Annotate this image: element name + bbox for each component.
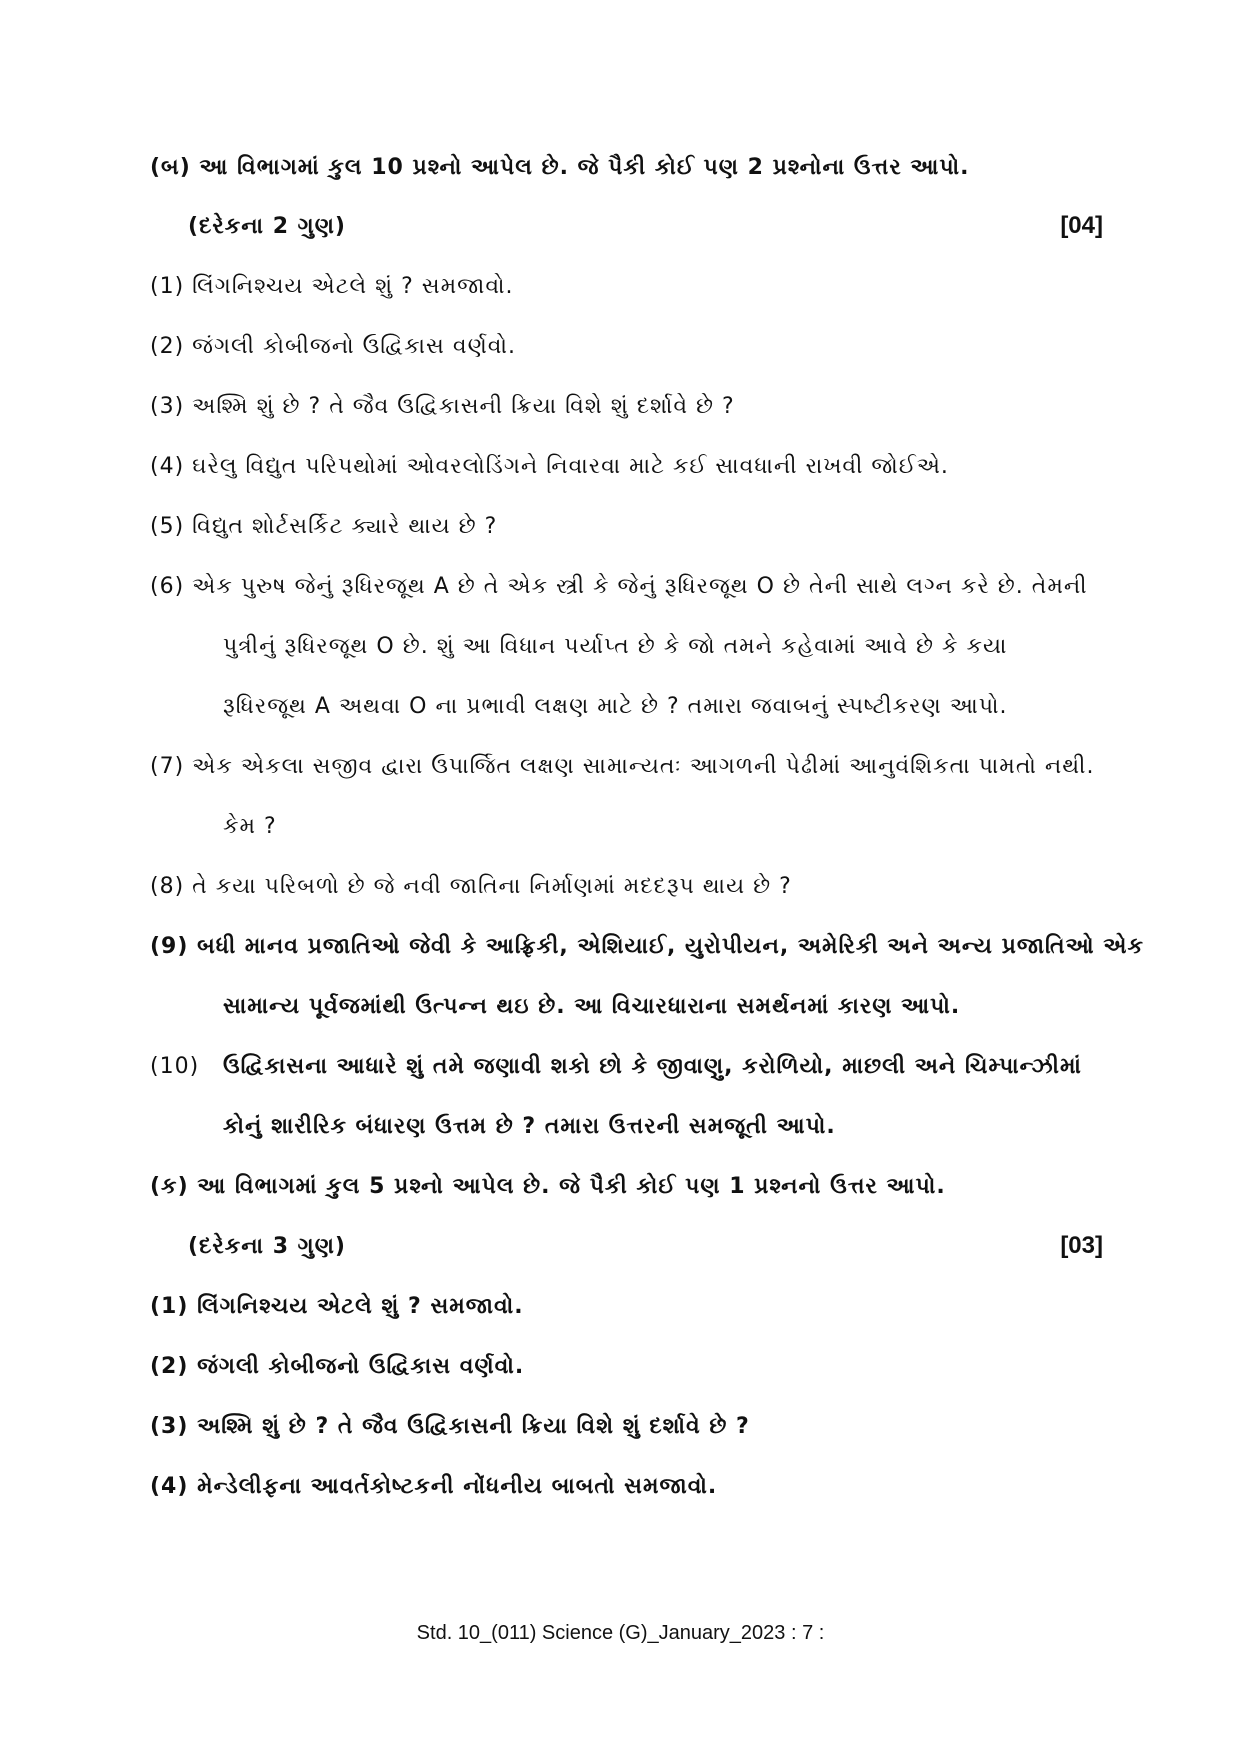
section-b-question-2: (2) જંગલી કોબીજનો ઉદ્વિકાસ વર્ણવો. xyxy=(150,334,516,359)
section-b-total-marks: [04] xyxy=(1060,212,1103,239)
section-k-question-2: (2) જંગલી કોબીજનો ઉદ્વિકાસ વર્ણવો. xyxy=(150,1354,525,1379)
section-b-question-9-line-2: સામાન્ય પૂર્વજમાંથી ઉત્પન્ન થઇ છે. આ વિચારધારાના સમર્થનમાં કારણ આપો. xyxy=(223,994,961,1019)
section-k-total-marks: [03] xyxy=(1060,1232,1103,1259)
section-b-question-6-line-2: પુત્રીનું રૂધિરજૂથ O છે. શું આ વિધાન પર્યાપ્ત છે કે જો તમને કહેવામાં આવે છે કે કયા xyxy=(223,634,1008,659)
section-k-each-marks: (દરેકના 3 ગુણ) xyxy=(188,1234,346,1259)
section-b-question-4: (4) ઘરેલુ વિદ્યુત પરિપથોમાં ઓવરલોડિંગને નિવારવા માટે કઈ સાવધાની રાખવી જોઈએ. xyxy=(150,454,949,479)
section-b-each-marks: (દરેકના 2 ગુણ) xyxy=(188,214,346,239)
section-b-question-7-line-2: કેમ ? xyxy=(223,814,277,839)
section-b-question-5: (5) વિદ્યુત શોર્ટસર્કિટ ક્યારે થાય છે ? xyxy=(150,514,498,539)
page-footer: Std. 10_(011) Science (G)_January_2023 : 7 : xyxy=(416,1622,825,1644)
section-b-question-7-line-1: (7) એક એકલા સજીવ દ્વારા ઉપાર્જિત લક્ષણ સામાન્યતઃ આગળની પેઢીમાં આનુવંશિકતા પામતો નથી. xyxy=(150,754,1095,779)
section-b-question-10-number: (10) xyxy=(150,1054,200,1079)
section-b-intro: (બ) આ વિભાગમાં કુલ 10 પ્રશ્નો આપેલ છે. જે પૈકી કોઈ પણ 2 પ્રશ્નોના ઉત્તર આપો. xyxy=(150,155,970,180)
section-b-question-10-line-1: ઉદ્વિકાસના આધારે શું તમે જણાવી શકો છો કે જીવાણુ, કરોળિયો, માછલી અને ચિમ્પાન્ઝીમાં xyxy=(223,1054,1082,1079)
section-b-question-8: (8) તે કયા પરિબળો છે જે નવી જાતિના નિર્માણમાં મદદરૂપ થાય છે ? xyxy=(150,874,792,899)
section-b-question-6-line-3: રૂધિરજૂથ A અથવા O ના પ્રભાવી લક્ષણ માટે છે ? તમારા જવાબનું સ્પષ્ટીકરણ આપો. xyxy=(223,694,1008,719)
section-b-question-1: (1) લિંગનિશ્ચય એટલે શું ? સમજાવો. xyxy=(150,274,514,299)
section-k-intro: (ક) આ વિભાગમાં કુલ 5 પ્રશ્નો આપેલ છે. જે પૈકી કોઈ પણ 1 પ્રશ્નનો ઉત્તર આપો. xyxy=(150,1174,946,1199)
section-k-question-1: (1) લિંગનિશ્ચય એટલે શું ? સમજાવો. xyxy=(150,1294,524,1319)
section-b-question-9-line-1: (9) બધી માનવ પ્રજાતિઓ જેવી કે આફ્રિકી, એશિયાઈ, યુરોપીયન, અમેરિકી અને અન્ય પ્રજાતિઓ એક xyxy=(150,934,1145,959)
section-k-question-3: (3) અશ્મિ શું છે ? તે જૈવ ઉદ્વિકાસની ક્રિયા વિશે શું દર્શાવે છે ? xyxy=(150,1414,750,1439)
section-b-question-3: (3) અશ્મિ શું છે ? તે જૈવ ઉદ્વિકાસની ક્રિયા વિશે શું દર્શાવે છે ? xyxy=(150,394,735,419)
section-b-question-10-line-2: કોનું શારીરિક બંધારણ ઉત્તમ છે ? તમારા ઉત્તરની સમજૂતી આપો. xyxy=(223,1114,836,1139)
section-k-question-4: (4) મેન્ડેલીફના આવર્તકોષ્ટકની નોંધનીય બાબતો સમજાવો. xyxy=(150,1474,718,1499)
section-b-question-6-line-1: (6) એક પુરુષ જેનું રૂધિરજૂથ A છે તે એક સ્ત્રી કે જેનું રૂધિરજૂથ O છે તેની સાથે લગ્ન કરે છે. તેમની xyxy=(150,574,1088,599)
